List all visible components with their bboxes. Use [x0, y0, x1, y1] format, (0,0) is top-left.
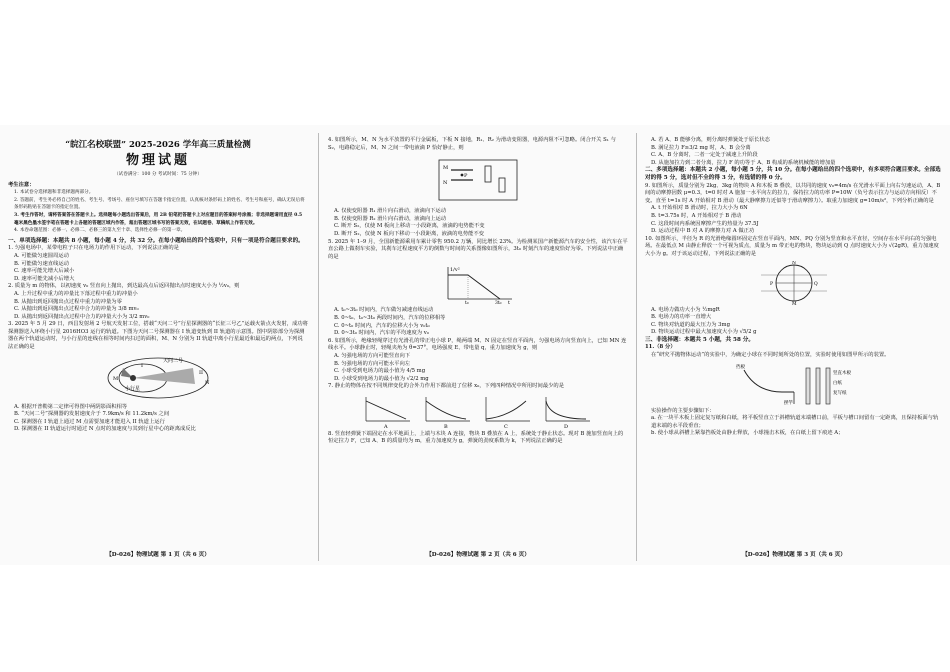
page-1-column [8, 127, 308, 563]
question-10-option: A. 电场力做功大小为 ½mgR [651, 306, 720, 313]
orbit-label-i: I [141, 362, 143, 369]
question-3-option: C. 探测器在 I 轨道上通过 M 点需要加速才能进入 II 轨道上运行 [14, 418, 165, 425]
orbit-label-asteroid: 小行星 [125, 385, 141, 392]
notice-item: 4. 本卷命题范围：必修一、必修二、必修三的第九至十章、选择性必修一的第一章。 [14, 228, 186, 234]
question-2-option: A. 上升过程中重力的冲量比下落过程中重力的冲量小 [14, 290, 138, 297]
question-5-option: C. 0~t₀ 时间内，汽车的位移大小为 v₀t₀ [334, 322, 430, 329]
question-4-option: A. 仅使变阻器 R₁ 滑片向右滑动，液滴向下运动 [334, 208, 447, 215]
question-9-option: B. t=3.75s 时，A 开始相对于 B 滑动 [651, 212, 742, 219]
page-footer: 【D-026】物理试题 第 1 页（共 6 页） [106, 552, 210, 559]
question-11-steps-title: 实验操作的主要步骤如下： [651, 407, 715, 414]
question-10-option: B. 电场力的功率一直增大 [651, 314, 712, 321]
orbit-label-n: N [205, 379, 210, 386]
question-1-option: A. 可能做匀速圆周运动 [14, 252, 69, 259]
question-2-stem: 2. 质量为 m 的物体，以初速度 v₀ 竖直向上抛出，到达最高点后返回抛出点时速度大小为 ½v₀，则 [8, 283, 240, 290]
orbit-label-probe: 天问二号 [163, 357, 184, 364]
circuit-diagram [433, 154, 523, 206]
question-1-option: C. 速率可能先增大后减小 [14, 268, 75, 275]
orbit-label-m: M [113, 375, 119, 382]
question-6-option: C. 小球受到电场力的最小值为 4/5 mg [334, 368, 426, 375]
orbit-label-ii: II [199, 369, 203, 376]
question-11-stem: 在“研究平抛物体运动”的实验中，为确定小球在不同时刻所处的位置，实验时使用如图甲所示的装置。 [651, 352, 890, 359]
question-6-option: B. 匀强电场的方向可能水平向左 [334, 360, 411, 367]
apparatus-label-paper: 白纸 [833, 380, 842, 386]
graph-option-label: D [564, 423, 569, 429]
question-3-stem: 3. 2025 年 5 月 29 日，西昌发射场 2 号航天发射工位，搭载“天问二号”行星探测器的“长征三号乙”运载火箭点火发射，成功将探测器送入环绕小行星 2016HO3 运行的轨道。下图为天问二号探测器在 I 轨道变轨到 II 轨道的示意图。图中阴影部分为探测器在两个轨道运动时，与小行星的连线在相等时间内扫过的面积，M、N 分别为 II 轨道中离小行星最近和最远的两点，下列说法正确的是 [8, 321, 308, 351]
question-9-option: A. t 开始相对 B 滑动时，拉力大小为 6N [651, 205, 748, 212]
graph-x-label: t [508, 300, 511, 306]
section-1-heading: 一、单项选择题：本题共 8 小题，每小题 4 分，共 32 分。在每小题给出的四个选项中，只有一项是符合题目要求的。 [8, 237, 304, 244]
question-3-option: D. 探测器在 II 轨道运行时通过 N 点时的加速度与其到行星中心的距离成反比 [14, 426, 196, 433]
ring-label-q: Q [814, 281, 818, 287]
column-divider [318, 133, 319, 561]
page-footer: 【D-026】物理试题 第 2 页（共 6 页） [426, 552, 530, 559]
question-2-option: D. 从抛出到返回抛出点过程中合力的冲量大小为 3/2 mv₀ [14, 313, 150, 320]
graph-option-label: B [444, 423, 448, 429]
brake-graph [438, 263, 518, 305]
question-2-option: C. 从抛出到返回抛出点过程中合力的冲量为 3/8 mv₀ [14, 306, 139, 313]
question-5-stem: 5. 2025 年 1–9 月，全国新能源乘用车累计零售 950.2 万辆，同比增长 23%。为检测某国产新能源汽车的安全性，该汽车在平直公路上做刹车实验，其刹车过程速度平方的倒数与时间的关系图像如图所示，3t₀ 时刻汽车的速度恰好为零。下列说法中正确的是 [328, 238, 628, 260]
exam-meta: （试卷满分：100 分 考试时间：75 分钟） [114, 172, 202, 177]
question-3-option: B. “天问二号”探测器的发射速度介于 7.9km/s 和 11.2km/s 之间 [14, 411, 170, 418]
circuit-label-n: N [443, 180, 448, 187]
question-1-stem: 1. 匀强电场中，某带电粒子只在电场力的作用下运动，下列说法正确的是 [8, 245, 179, 252]
projectile-apparatus [734, 362, 854, 406]
question-9-option: D. 运动过程中 B 对 A 的摩擦力对 A 做正功 [651, 228, 755, 235]
page-3-column [645, 127, 943, 563]
question-1-option: D. 速率可能先减小后增大 [14, 275, 75, 282]
circuit-label-p: P [464, 173, 468, 180]
question-9-stem: 9. 如图所示，质量分别为 2kg、3kg 的物块 A 和木板 B 叠放，以共同的速度 v₀=4m/s 在光滑水平面上向右匀速运动，A、B 间的动摩擦因数 μ=0.3，t=0 时对 A 施加一水平向左的拉力，保持拉力的功率 P=10W（负号表示拉力与运动方向相反）不变。直至 t=1s 时 A 开始相对 B 滑动（最大静摩擦力近似等于滑动摩擦力）。取重力加速度 g=10m/s²，下列分析正确的是 [645, 182, 941, 204]
question-3-option: A. 根据开普勒第二定律可得图中两阴影面积相等 [14, 403, 128, 410]
notice-item: 2. 答题前，考生务必将自己的姓名、考生号、考场号、座位号填写在答题卡指定位置，认真核对条形码上的姓名、考生号和座号，确认无误后将条形码粘贴在答题卡的指定位置。 [14, 197, 305, 211]
exam-league-title: “皖江名校联盟” 2025-2026 学年高三质量检测 [65, 140, 251, 150]
question-10-option: D. 物块运动过程中最大加速度大小为 √5/2 g [651, 329, 757, 336]
ring-label-n: N [792, 260, 796, 266]
apparatus-label-board: 竖直木板 [833, 370, 851, 376]
graph-option-label: C [504, 423, 508, 429]
graph-y-label: 1/v² [450, 267, 460, 274]
ring-label-p: P [770, 281, 774, 287]
page-footer: 【D-026】物理试题 第 3 页（共 6 页） [742, 552, 846, 559]
question-11-step: a. 在一块平木板上固定复写纸和白纸，将平板竖直立于斜槽轨道末端槽口前，平板与槽口间留有一定距离，且保持板面与轨道末端的水平段垂直； [651, 415, 939, 429]
graph-tick-3t0: 3t₀ [495, 301, 502, 306]
question-11-step: b. 使小球从斜槽上紧靠挡板处由静止释放，小球撞击木板，在白纸上留下痕迹 A； [651, 430, 844, 437]
apparatus-label-baffle: 挡板 [736, 364, 745, 370]
force-graphs [358, 393, 598, 429]
question-2-option: B. 从抛出到返回抛出点过程中重力的冲量为零 [14, 298, 122, 305]
exam-sheet [0, 125, 950, 565]
apparatus-label-carbon: 复写纸 [833, 390, 847, 396]
exam-subject-title: 物理试题 [125, 153, 190, 168]
section-2-heading: 二、多项选择题：本题共 2 小题，每小题 5 分，共 10 分。在每小题给出的四个选项中，有多项符合题目要求。全部选对的得 5 分，选对但不全的得 3 分，有选错的得 0 分。 [645, 167, 941, 181]
question-9-option: C. 这段时间内系统因摩擦产生的热量为 37.5J [651, 220, 759, 227]
apparatus-label-rod: 摆竿 [784, 400, 793, 406]
question-6-option: D. 小球受到电场力的最小值为 √2/2 mg [334, 375, 429, 382]
ring-label-m: M [792, 301, 797, 305]
question-8-stem: 8. 竖直轻弹簧下端固定在水平地面上，上端与木块 A 连接，物块 B 叠放在 A 上，系统处于静止状态。现对 B 施加竖直向上的恒定拉力 F，已知 A、B 的质量均为 m，重力加速度为 g，弹簧的劲度系数为 k，下列说法正确的是 [328, 430, 624, 445]
page-2-column [328, 127, 628, 563]
section-3-heading: 三、非选择题：本题共 5 小题，共 58 分。 [645, 336, 754, 343]
question-8-option: A. 若 A、B 能够分离，则分离时弹簧处于原长状态 [651, 137, 770, 143]
question-10-stem: 10. 如图所示，半径为 R 的光滑绝缘圆环固定在竖直平面内，MN、PQ 分别为竖直和水平直径，空间存在水平向右的匀强电场。在最低点 M 由静止释放一个可视为质点，质量为 m 带正电的物块，物块运动到 Q 点时速度大小为 √(2gR)，重力加速度大小为 g。对于该运动过程，下列说法正确的是 [645, 235, 939, 257]
ring-diagram [759, 261, 829, 305]
question-8-option: D. 从施加拉力到二者分离，拉力 F 的功等于 A、B 构成的系统机械能的增加量 [651, 159, 836, 166]
circuit-label-m: M [443, 165, 449, 172]
graph-tick-t0: t₀ [465, 301, 469, 306]
question-7-stem: 7. 静止的物体在按不同规律变化的合外力作用下都前进了位移 x₀，下列四种情况中所用时间最少的是 [328, 383, 565, 390]
question-6-stem: 6. 如图所示，绝缘轻绳穿过有光滑孔的带正电小球 P，绳两端 M、N 固定在竖直平面内，匀强电场方向竖直向上，已知 MN 连线水平。小球静止时，轻绳夹角为 θ=37°，电场强度 E、带电量 q，重力加速度为 g，则 [328, 337, 627, 352]
question-4-option: B. 仅使变阻器 R₂ 滑片向右滑动，液滴向上运动 [334, 215, 447, 222]
question-6-option: A. 匀强电场的方向可能竖直向下 [334, 352, 411, 359]
notice-title: 考生注意： [8, 181, 35, 188]
orbit-diagram [103, 354, 213, 402]
column-divider [636, 133, 637, 561]
question-11-head: 11.（8 分） [645, 344, 676, 351]
question-5-option: D. 0~3t₀ 时间内，汽车的平均速度为 v₀ [334, 330, 429, 337]
graph-option-label: A [384, 423, 388, 429]
question-4-stem: 4. 如图所示，M、N 为水平放置的平行金属板，下板 N 接地，R₁、R₂ 为滑动变阻器，电源内阻不可忽略。闭合开关 S₁ 与 S₂，电路稳定后，M、N 之间一带电液滴 P 恰好静止，则 [328, 137, 616, 151]
question-4-option: C. 断开 S₂，仅使 M 板向上移动一小段距离，液滴的电势能不变 [334, 223, 485, 230]
notice-item: 1. 本试卷分选择题和非选择题两部分。 [14, 190, 94, 196]
question-5-option: A. t₀~3t₀ 时间内，汽车做匀减速直线运动 [334, 307, 434, 314]
question-1-option: B. 可能做匀速直线运动 [14, 260, 69, 267]
question-8-option: C. A、B 分离时，二者一定处于减速上升阶段 [651, 152, 758, 159]
question-5-option: B. 0~t₀、t₀~3t₀ 两段时间内，汽车的位移相等 [334, 314, 446, 321]
question-4-option: D. 断开 S₂，仅使 N 板向下移动一小段距离，液滴的电势能不变 [334, 230, 484, 237]
question-8-option: B. 满足拉力 F≥3/2 mg 时，A、B 会分离 [651, 144, 751, 151]
notice-item: 3. 考生作答时，请将答案答在答题卡上。选择题每小题选出答案后，用 2B 铅笔把答题卡上对应题目的答案标号涂黑；非选择题请用直径 0.5 毫米黑色墨水签字笔在答题卡上各题的答题区域内作答，超出答题区域书写的答案无效，在试题卷、草稿纸上作答无效。 [14, 212, 303, 226]
question-10-option: C. 物块对轨道的最大压力为 3mg [651, 321, 730, 328]
